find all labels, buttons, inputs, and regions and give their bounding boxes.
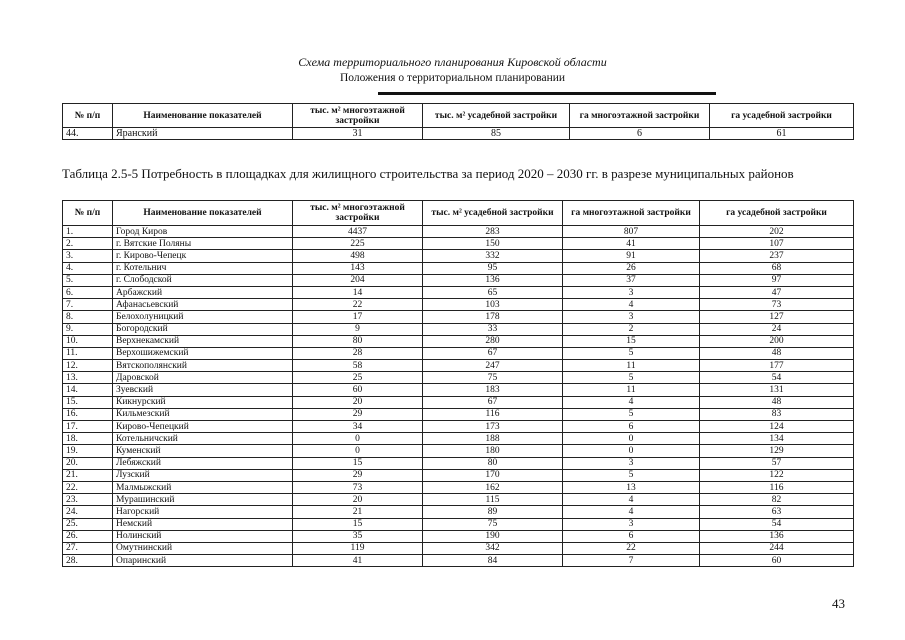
row-number-cell: 13.	[63, 372, 113, 384]
value-cell: 31	[293, 128, 423, 140]
value-cell: 57	[700, 457, 854, 469]
value-cell: 342	[423, 542, 563, 554]
value-cell: 34	[293, 421, 423, 433]
value-cell: 6	[570, 128, 710, 140]
table-row	[63, 481, 854, 493]
value-cell: 119	[293, 542, 423, 554]
value-cell: 20	[293, 396, 423, 408]
row-number-cell: 11.	[63, 347, 113, 359]
value-cell: 180	[423, 445, 563, 457]
value-cell: 3	[563, 457, 700, 469]
table-row	[63, 506, 854, 518]
value-cell: 116	[700, 481, 854, 493]
value-cell: 225	[293, 238, 423, 250]
value-cell: 95	[423, 262, 563, 274]
value-cell: 67	[423, 396, 563, 408]
table-row	[63, 323, 854, 335]
value-cell: 107	[700, 238, 854, 250]
row-number-cell: 16.	[63, 408, 113, 420]
value-cell: 150	[423, 238, 563, 250]
table-header-row	[63, 104, 854, 128]
row-number-cell: 6.	[63, 286, 113, 298]
row-number-cell: 17.	[63, 421, 113, 433]
column-header: № п/п	[63, 104, 113, 128]
housing-demand-table	[62, 200, 854, 567]
value-cell: 3	[563, 311, 700, 323]
value-cell: 28	[293, 347, 423, 359]
table-row	[63, 433, 854, 445]
row-number-cell: 22.	[63, 481, 113, 493]
row-name-cell: Омутнинский	[113, 542, 293, 554]
value-cell: 5	[563, 372, 700, 384]
value-cell: 13	[563, 481, 700, 493]
row-number-cell: 23.	[63, 494, 113, 506]
value-cell: 15	[293, 457, 423, 469]
row-number-cell: 1.	[63, 226, 113, 238]
row-number-cell: 3.	[63, 250, 113, 262]
row-number-cell: 20.	[63, 457, 113, 469]
value-cell: 204	[293, 274, 423, 286]
page-number: 43	[832, 596, 845, 611]
row-name-cell: Кикнурский	[113, 396, 293, 408]
value-cell: 67	[423, 347, 563, 359]
column-header: тыс. м² многоэтажной застройки	[293, 104, 423, 128]
value-cell: 41	[293, 555, 423, 567]
value-cell: 4	[563, 494, 700, 506]
value-cell: 183	[423, 384, 563, 396]
row-name-cell: Арбажский	[113, 286, 293, 298]
table-row	[63, 286, 854, 298]
table-row	[63, 469, 854, 481]
value-cell: 75	[423, 372, 563, 384]
column-header: № п/п	[63, 201, 113, 226]
value-cell: 173	[423, 421, 563, 433]
value-cell: 22	[563, 542, 700, 554]
table-row	[63, 530, 854, 542]
row-number-cell: 5.	[63, 274, 113, 286]
row-number-cell: 7.	[63, 299, 113, 311]
row-number-cell: 26.	[63, 530, 113, 542]
row-name-cell: г. Котельнич	[113, 262, 293, 274]
value-cell: 188	[423, 433, 563, 445]
row-number-cell: 27.	[63, 542, 113, 554]
row-name-cell: Куменский	[113, 445, 293, 457]
row-number-cell: 18.	[63, 433, 113, 445]
value-cell: 54	[700, 372, 854, 384]
row-name-cell: Нолинский	[113, 530, 293, 542]
value-cell: 6	[563, 421, 700, 433]
row-name-cell: Котельничский	[113, 433, 293, 445]
value-cell: 82	[700, 494, 854, 506]
row-number-cell: 28.	[63, 555, 113, 567]
value-cell: 190	[423, 530, 563, 542]
value-cell: 61	[710, 128, 854, 140]
table-row	[63, 311, 854, 323]
value-cell: 136	[700, 530, 854, 542]
value-cell: 103	[423, 299, 563, 311]
value-cell: 0	[563, 433, 700, 445]
row-number-cell: 14.	[63, 384, 113, 396]
table-row	[63, 299, 854, 311]
value-cell: 170	[423, 469, 563, 481]
table-row	[63, 396, 854, 408]
value-cell: 41	[563, 238, 700, 250]
value-cell: 11	[563, 360, 700, 372]
value-cell: 200	[700, 335, 854, 347]
value-cell: 4437	[293, 226, 423, 238]
column-header: тыс. м² усадебной застройки	[423, 201, 563, 226]
column-header: га многоэтажной застройки	[570, 104, 710, 128]
value-cell: 85	[423, 128, 570, 140]
value-cell: 20	[293, 494, 423, 506]
column-header: га усадебной застройки	[700, 201, 854, 226]
value-cell: 83	[700, 408, 854, 420]
value-cell: 47	[700, 286, 854, 298]
document-title: Схема территориального планирования Кировской области	[298, 55, 607, 69]
value-cell: 14	[293, 286, 423, 298]
value-cell: 5	[563, 408, 700, 420]
value-cell: 134	[700, 433, 854, 445]
value-cell: 4	[563, 299, 700, 311]
value-cell: 24	[700, 323, 854, 335]
row-number-cell: 25.	[63, 518, 113, 530]
value-cell: 11	[563, 384, 700, 396]
table-row	[63, 335, 854, 347]
continuation-table	[62, 103, 854, 140]
row-number-cell: 21.	[63, 469, 113, 481]
value-cell: 15	[293, 518, 423, 530]
table-row	[63, 384, 854, 396]
value-cell: 9	[293, 323, 423, 335]
column-header: га усадебной застройки	[710, 104, 854, 128]
table-row	[63, 238, 854, 250]
column-header: тыс. м² многоэтажной застройки	[293, 201, 423, 226]
value-cell: 0	[563, 445, 700, 457]
value-cell: 6	[563, 530, 700, 542]
value-cell: 5	[563, 347, 700, 359]
value-cell: 15	[563, 335, 700, 347]
table-row	[63, 542, 854, 554]
table-row	[63, 372, 854, 384]
value-cell: 37	[563, 274, 700, 286]
row-name-cell: Нагорский	[113, 506, 293, 518]
value-cell: 122	[700, 469, 854, 481]
value-cell: 280	[423, 335, 563, 347]
column-header: га многоэтажной застройки	[563, 201, 700, 226]
column-header: тыс. м² усадебной застройки	[423, 104, 570, 128]
row-number-cell: 4.	[63, 262, 113, 274]
value-cell: 60	[700, 555, 854, 567]
value-cell: 22	[293, 299, 423, 311]
value-cell: 73	[700, 299, 854, 311]
table-row	[63, 274, 854, 286]
row-name-cell: Даровской	[113, 372, 293, 384]
value-cell: 498	[293, 250, 423, 262]
value-cell: 65	[423, 286, 563, 298]
table-row	[63, 250, 854, 262]
row-name-cell: Кильмезский	[113, 408, 293, 420]
value-cell: 80	[293, 335, 423, 347]
value-cell: 58	[293, 360, 423, 372]
row-name-cell: Белохолуницкий	[113, 311, 293, 323]
value-cell: 127	[700, 311, 854, 323]
table-body	[63, 128, 854, 140]
row-name-cell: Город Киров	[113, 226, 293, 238]
row-name-cell: Зуевский	[113, 384, 293, 396]
value-cell: 17	[293, 311, 423, 323]
row-number-cell: 9.	[63, 323, 113, 335]
table-row	[63, 457, 854, 469]
value-cell: 177	[700, 360, 854, 372]
table-row	[63, 445, 854, 457]
table-row	[63, 421, 854, 433]
value-cell: 75	[423, 518, 563, 530]
table-row	[63, 128, 854, 140]
value-cell: 84	[423, 555, 563, 567]
row-name-cell: Вятскополянский	[113, 360, 293, 372]
value-cell: 124	[700, 421, 854, 433]
row-number-cell: 12.	[63, 360, 113, 372]
column-header: Наименование показателей	[113, 104, 293, 128]
table-caption: Таблица 2.5-5 Потребность в площадках для жилищного строительства за период 2020 – 2030 гг. в разрезе муниципальных районов	[62, 166, 794, 181]
value-cell: 35	[293, 530, 423, 542]
table-row	[63, 408, 854, 420]
value-cell: 7	[563, 555, 700, 567]
value-cell: 3	[563, 518, 700, 530]
value-cell: 5	[563, 469, 700, 481]
value-cell: 131	[700, 384, 854, 396]
row-name-cell: Немский	[113, 518, 293, 530]
row-number-cell: 44.	[63, 128, 113, 140]
value-cell: 89	[423, 506, 563, 518]
value-cell: 80	[423, 457, 563, 469]
value-cell: 332	[423, 250, 563, 262]
value-cell: 73	[293, 481, 423, 493]
table-row	[63, 555, 854, 567]
row-name-cell: Опаринский	[113, 555, 293, 567]
value-cell: 116	[423, 408, 563, 420]
value-cell: 48	[700, 396, 854, 408]
row-name-cell: Лузский	[113, 469, 293, 481]
value-cell: 143	[293, 262, 423, 274]
row-number-cell: 15.	[63, 396, 113, 408]
row-name-cell: г. Слободской	[113, 274, 293, 286]
row-name-cell: Верхнекамский	[113, 335, 293, 347]
row-name-cell: Яранский	[113, 128, 293, 140]
value-cell: 807	[563, 226, 700, 238]
value-cell: 25	[293, 372, 423, 384]
table-header-row	[63, 201, 854, 226]
row-name-cell: Лебяжский	[113, 457, 293, 469]
table-row	[63, 262, 854, 274]
value-cell: 29	[293, 408, 423, 420]
row-number-cell: 8.	[63, 311, 113, 323]
value-cell: 202	[700, 226, 854, 238]
value-cell: 129	[700, 445, 854, 457]
table-row	[63, 518, 854, 530]
value-cell: 2	[563, 323, 700, 335]
table-row	[63, 347, 854, 359]
table-row	[63, 494, 854, 506]
value-cell: 4	[563, 396, 700, 408]
row-name-cell: г. Вятские Поляны	[113, 238, 293, 250]
value-cell: 48	[700, 347, 854, 359]
value-cell: 115	[423, 494, 563, 506]
value-cell: 63	[700, 506, 854, 518]
row-name-cell: Мурашинский	[113, 494, 293, 506]
value-cell: 60	[293, 384, 423, 396]
value-cell: 162	[423, 481, 563, 493]
value-cell: 33	[423, 323, 563, 335]
table-row	[63, 360, 854, 372]
row-number-cell: 2.	[63, 238, 113, 250]
row-name-cell: Верхошижемский	[113, 347, 293, 359]
value-cell: 247	[423, 360, 563, 372]
value-cell: 0	[293, 445, 423, 457]
value-cell: 136	[423, 274, 563, 286]
row-number-cell: 24.	[63, 506, 113, 518]
table-row	[63, 226, 854, 238]
header-divider	[378, 92, 716, 95]
value-cell: 0	[293, 433, 423, 445]
value-cell: 237	[700, 250, 854, 262]
document-subtitle: Положения о территориальном планировании	[339, 72, 566, 84]
value-cell: 68	[700, 262, 854, 274]
value-cell: 29	[293, 469, 423, 481]
value-cell: 91	[563, 250, 700, 262]
table-body	[63, 226, 854, 567]
row-name-cell: Богородский	[113, 323, 293, 335]
value-cell: 4	[563, 506, 700, 518]
value-cell: 3	[563, 286, 700, 298]
column-header: Наименование показателей	[113, 201, 293, 226]
value-cell: 283	[423, 226, 563, 238]
row-name-cell: Афанасьевский	[113, 299, 293, 311]
value-cell: 21	[293, 506, 423, 518]
value-cell: 26	[563, 262, 700, 274]
value-cell: 97	[700, 274, 854, 286]
row-name-cell: г. Кирово-Чепецк	[113, 250, 293, 262]
row-number-cell: 10.	[63, 335, 113, 347]
value-cell: 178	[423, 311, 563, 323]
row-number-cell: 19.	[63, 445, 113, 457]
value-cell: 244	[700, 542, 854, 554]
value-cell: 54	[700, 518, 854, 530]
row-name-cell: Малмыжский	[113, 481, 293, 493]
row-name-cell: Кирово-Чепецкий	[113, 421, 293, 433]
